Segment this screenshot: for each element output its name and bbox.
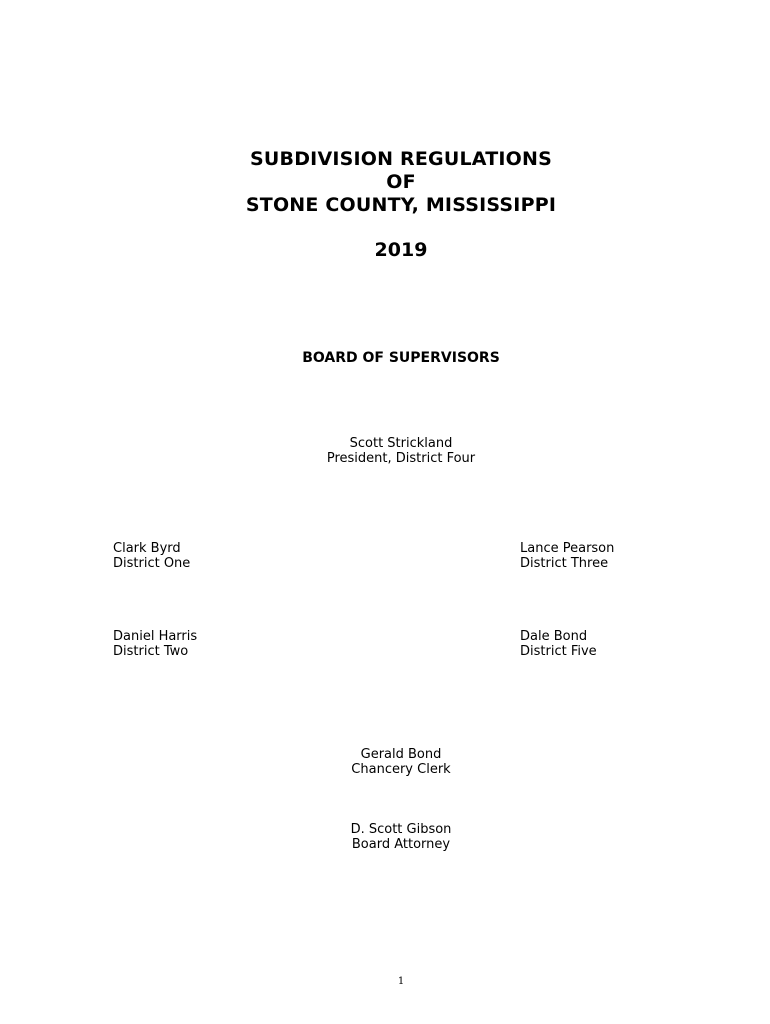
clerk-name: Gerald Bond <box>360 747 442 762</box>
clerk-role: Chancery Clerk <box>351 762 451 777</box>
document-title <box>0 148 770 217</box>
page-number: 1 <box>397 976 405 987</box>
document-year: 2019 <box>374 239 428 261</box>
member-district-one <box>113 541 190 571</box>
title-line-3: STONE COUNTY, MISSISSIPPI <box>245 194 557 216</box>
member-name: Lance Pearson <box>520 541 615 556</box>
member-district-three <box>520 541 614 571</box>
title-line-1: SUBDIVISION REGULATIONS <box>250 148 552 170</box>
board-heading: BOARD OF SUPERVISORS <box>302 350 500 366</box>
member-name: Clark Byrd <box>113 541 181 556</box>
member-name: Daniel Harris <box>113 629 198 644</box>
member-district-two <box>113 629 197 659</box>
member-role: District Three <box>520 556 609 571</box>
member-role: District Five <box>520 644 597 659</box>
president-role: President, District Four <box>326 451 476 466</box>
attorney-role: Board Attorney <box>351 837 451 852</box>
president-name: Scott Strickland <box>349 436 453 451</box>
president-block <box>0 436 770 466</box>
clerk-block <box>0 747 770 777</box>
attorney-name: D. Scott Gibson <box>350 822 452 837</box>
title-line-2: OF <box>386 171 416 193</box>
member-role: District One <box>113 556 191 571</box>
member-name: Dale Bond <box>520 629 588 644</box>
member-district-five <box>520 629 597 659</box>
attorney-block <box>0 822 770 852</box>
member-role: District Two <box>113 644 189 659</box>
